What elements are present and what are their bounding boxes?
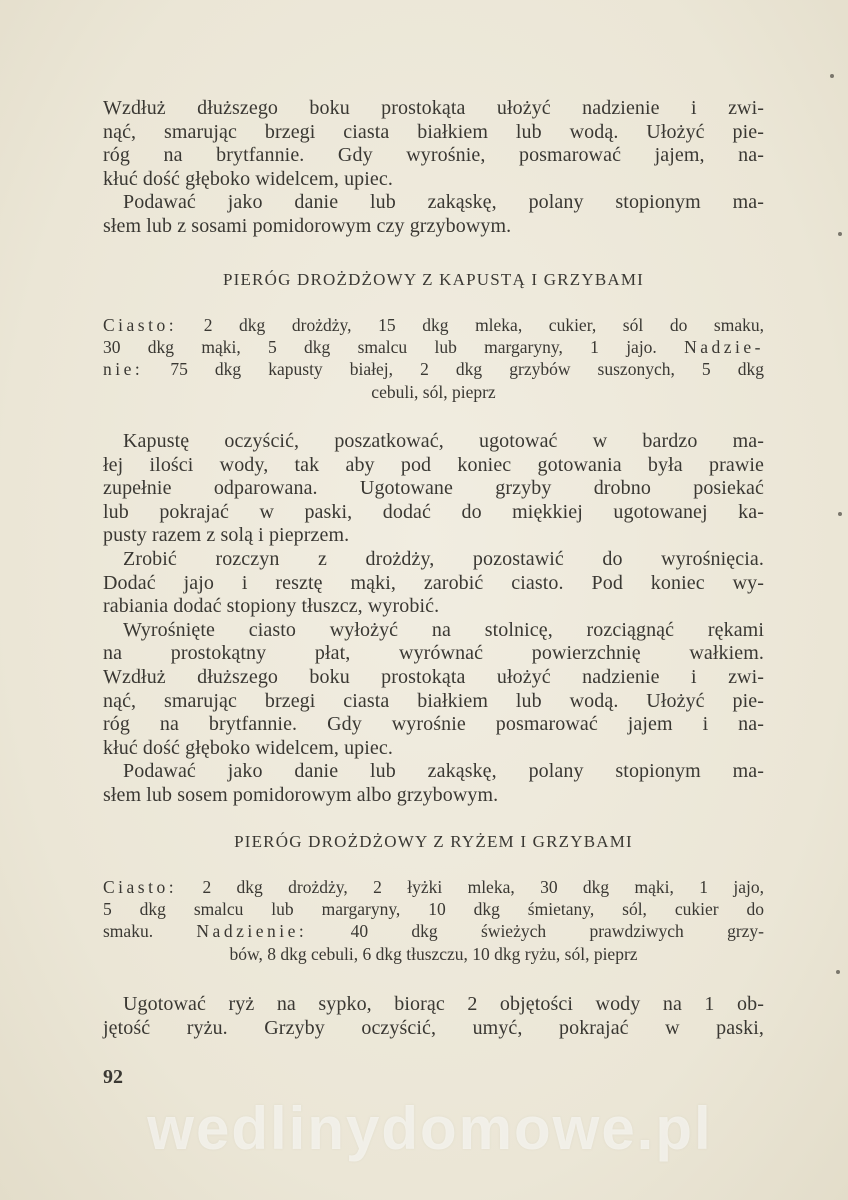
filling-label: Nadzienie: [196, 921, 308, 942]
recipe-instructions [103, 993, 764, 1040]
text-line: jętość ryżu. Grzyby oczyścić, umyć, pokrajać w paski, [103, 1016, 764, 1039]
ingredients-line [103, 358, 764, 380]
ingredients-line [103, 314, 764, 336]
ingredients-line [103, 876, 764, 898]
ingredients-line: bów, 8 dkg cebuli, 6 dkg tłuszczu, 10 dkg ryżu, sól, pieprz [229, 943, 638, 964]
ingredients-text: smaku. [103, 921, 197, 942]
ingredients-text: 40 dkg świeżych prawdziwych grzy- [307, 921, 764, 942]
text-line: nąć, smarując brzegi ciasta białkiem lub wodą. Ułożyć pie- [103, 689, 764, 712]
recipe-instructions [103, 430, 764, 808]
ingredients-text: 30 dkg mąki, 5 dkg smalcu lub margaryny, 1 jajo. [103, 337, 685, 358]
text-line: Wzdłuż dłuższego boku prostokąta ułożyć nadzienie i zwi- [103, 665, 764, 688]
text-line: słem lub sosem pomidorowym albo grzybowym. [103, 783, 499, 806]
text-line: Zrobić rozczyn z drożdży, pozostawić do wyrośnięcia. [123, 547, 764, 570]
scan-speck [830, 74, 834, 78]
text-line: Wzdłuż dłuższego boku prostokąta ułożyć nadzienie i zwi- [103, 97, 764, 119]
recipe-title: PIERÓG DROŻDŻOWY Z RYŻEM I GRZYBAMI [234, 832, 633, 851]
ingredients-line [103, 336, 764, 358]
text-line: Wyrośnięte ciasto wyłożyć na stolnicę, rozciągnąć rękami [123, 618, 764, 641]
text-line: na prostokątny płat, wyrównać powierzchnię wałkiem. [103, 642, 764, 665]
ingredients-text: 2 dkg drożdży, 2 łyżki mleka, 30 dkg mąki, 1 jajo, [177, 877, 764, 897]
dough-label: Ciasto: [103, 315, 178, 335]
ingredients-text: 75 dkg kapusty białej, 2 dkg grzybów suszonych, 5 dkg [143, 359, 764, 380]
text-line: róg na brytfannie. Gdy wyrośnie, posmarować jajem, na- [103, 144, 764, 167]
text-line: róg na brytfannie. Gdy wyrośnie posmarować jajem i na- [103, 713, 764, 736]
ingredients-list [103, 314, 764, 403]
ingredients-line: cebuli, sól, pieprz [371, 381, 496, 402]
text-line: zupełnie odparowana. Ugotowane grzyby drobno posiekać [103, 477, 764, 500]
text-line: pusty razem z solą i pieprzem. [103, 524, 350, 547]
ingredients-list [103, 876, 764, 965]
text-line: łej ilości wody, tak aby pod koniec gotowania była prawie [103, 453, 764, 476]
recipe-title: PIERÓG DROŻDŻOWY Z KAPUSTĄ I GRZYBAMI [222, 270, 645, 289]
text-line: Ugotować ryż na sypko, biorąc 2 objętości wody na 1 ob- [123, 993, 764, 1015]
text-line: kłuć dość głęboko widelcem, upiec. [103, 167, 393, 190]
continuation-paragraph [103, 97, 764, 239]
text-line: Kapustę oczyścić, poszatkować, ugotować w bardzo ma- [123, 430, 764, 452]
filling-label: Nadzie- [684, 337, 764, 358]
scan-speck [838, 232, 842, 236]
scan-speck [838, 512, 842, 516]
text-line: Dodać jajo i resztę mąki, zarobić ciasto. Pod koniec wy- [103, 571, 764, 594]
text-line: słem lub z sosami pomidorowym czy grzybowym. [103, 214, 512, 237]
text-line: lub pokrajać w paski, dodać do miękkiej ugotowanej ka- [103, 500, 764, 523]
ingredients-text: 2 dkg drożdży, 15 dkg mleka, cukier, sól do smaku, [177, 315, 764, 335]
text-line: rabiania dodać stopiony tłuszcz, wyrobić. [103, 595, 440, 618]
scan-speck [836, 970, 840, 974]
filling-label: nie: [103, 359, 144, 380]
page-number: 92 [103, 1066, 123, 1088]
text-line: Podawać jako danie lub zakąskę, polany stopionym ma- [123, 760, 764, 783]
ingredients-line [103, 920, 764, 942]
dough-label: Ciasto: [103, 877, 178, 897]
ingredients-line: 5 dkg smalcu lub margaryny, 10 dkg śmietany, sól, cukier do [103, 899, 764, 920]
text-line: nąć, smarując brzegi ciasta białkiem lub wodą. Ułożyć pie- [103, 120, 764, 143]
watermark: wedlinydomowe.pl [147, 1095, 713, 1162]
text-line: Podawać jako danie lub zakąskę, polany stopionym ma- [123, 191, 764, 214]
text-line: kłuć dość głęboko widelcem, upiec. [103, 736, 393, 759]
